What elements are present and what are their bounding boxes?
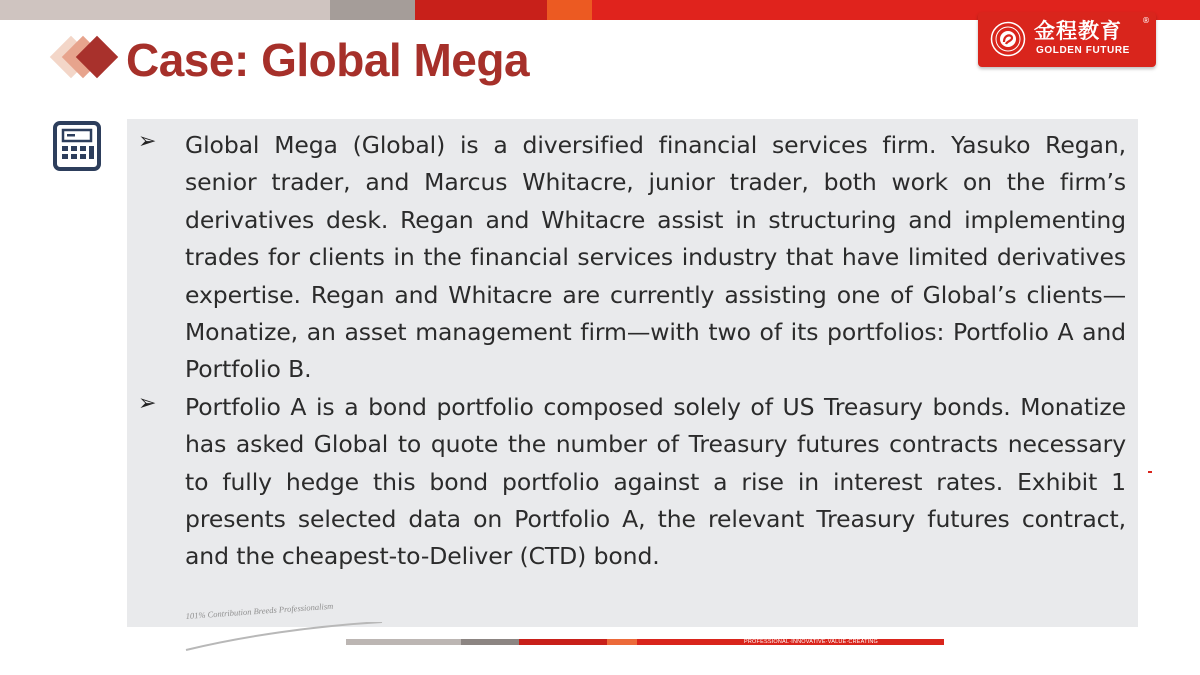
arrow-bullet-icon: ➢: [138, 390, 157, 416]
footer-tagline: PROFESSIONAL·INNOVATIVE·VALUE·CREATING: [744, 639, 879, 645]
arrow-bullet-icon: ➢: [138, 129, 157, 154]
logo-seal-icon: [990, 21, 1026, 57]
bullet-item: [127, 127, 1138, 389]
red-dot-mark: [1148, 471, 1152, 473]
logo-english-name: GOLDEN FUTURE: [1036, 45, 1130, 56]
bullet-text: Portfolio A is a bond portfolio composed solely of US Treasury bonds. Monatize has asked Global to quote the number of Treasury futures contracts necessary to fully hedge this bond portfolio against a rise in interest rates. Exhibit 1 presents selected data on Portfolio A, the relevant Treasury futures contract, and the cheapest-to-Deliver (CTD) bond.: [185, 392, 1126, 571]
slide-title: Case: Global Mega: [126, 34, 530, 86]
brand-logo: [978, 12, 1156, 67]
footer-swoosh: [184, 622, 384, 652]
logo-registered-mark: ®: [1142, 16, 1150, 25]
bullet-list: [127, 127, 1138, 576]
bullet-text: Global Mega (Global) is a diversified financial services firm. Yasuko Regan, senior trader, and Marcus Whitacre, junior trader, both work on the firm’s derivatives desk. Regan and Whitacre assist in structuring and implementing trades for clients in the financial services industry that have limited derivatives expertise. Regan and Whitacre are currently assisting one of Global’s clients—Monatize, an asset management firm—with two of its portfolios: Portfolio A and Portfolio B.: [185, 131, 1126, 384]
calculator-icon: [53, 121, 101, 171]
bullet-item: [127, 389, 1138, 576]
content-panel: [127, 119, 1138, 627]
logo-chinese-name: 金程教育: [1034, 19, 1122, 43]
title-diamond-decoration: [46, 30, 126, 85]
footer-slogan: 101% Contribution Breeds Professionalism: [185, 600, 334, 621]
